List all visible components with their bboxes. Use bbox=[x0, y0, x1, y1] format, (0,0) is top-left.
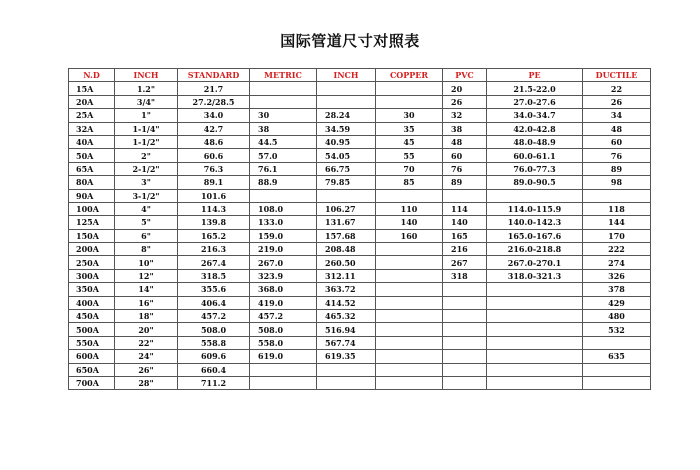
cell-metric: 457.2 bbox=[250, 310, 317, 323]
cell-standard: 216.3 bbox=[178, 243, 250, 256]
cell-inch-2 bbox=[317, 376, 376, 389]
cell-pe bbox=[487, 376, 583, 389]
cell-standard: 48.6 bbox=[178, 135, 250, 148]
cell-inch-2 bbox=[317, 189, 376, 202]
cell-inch-2 bbox=[317, 95, 376, 108]
cell-inch: 3" bbox=[115, 176, 178, 189]
cell-pe: 76.0-77.3 bbox=[487, 162, 583, 175]
cell-nd: 500A bbox=[69, 323, 115, 336]
column-header-inch-2: INCH bbox=[317, 69, 376, 82]
table-row bbox=[69, 256, 651, 269]
cell-nd: 90A bbox=[69, 189, 115, 202]
cell-inch-2: 208.48 bbox=[317, 243, 376, 256]
table-row bbox=[69, 202, 651, 215]
header-row bbox=[69, 69, 651, 82]
cell-pe bbox=[487, 296, 583, 309]
table-row bbox=[69, 376, 651, 389]
cell-ductile: 144 bbox=[583, 216, 651, 229]
column-header-standard: STANDARD bbox=[178, 69, 250, 82]
cell-inch-2: 516.94 bbox=[317, 323, 376, 336]
column-header-pe: PE bbox=[487, 69, 583, 82]
cell-pvc: 32 bbox=[443, 109, 487, 122]
cell-pvc: 20 bbox=[443, 82, 487, 95]
table-row bbox=[69, 216, 651, 229]
cell-metric: 558.0 bbox=[250, 336, 317, 349]
table-row bbox=[69, 269, 651, 282]
cell-ductile bbox=[583, 376, 651, 389]
cell-pvc: 267 bbox=[443, 256, 487, 269]
cell-copper bbox=[376, 350, 443, 363]
cell-pvc: 76 bbox=[443, 162, 487, 175]
cell-inch: 6" bbox=[115, 229, 178, 242]
cell-ductile: 274 bbox=[583, 256, 651, 269]
cell-ductile bbox=[583, 363, 651, 376]
cell-copper: 85 bbox=[376, 176, 443, 189]
cell-inch: 22" bbox=[115, 336, 178, 349]
cell-inch-2: 28.24 bbox=[317, 109, 376, 122]
cell-pe bbox=[487, 350, 583, 363]
cell-standard: 267.4 bbox=[178, 256, 250, 269]
cell-standard: 457.2 bbox=[178, 310, 250, 323]
cell-metric: 508.0 bbox=[250, 323, 317, 336]
cell-copper bbox=[376, 256, 443, 269]
cell-standard: 406.4 bbox=[178, 296, 250, 309]
cell-inch: 26" bbox=[115, 363, 178, 376]
cell-metric: 159.0 bbox=[250, 229, 317, 242]
table-row bbox=[69, 350, 651, 363]
cell-pvc: 60 bbox=[443, 149, 487, 162]
cell-pe: 34.0-34.7 bbox=[487, 109, 583, 122]
cell-nd: 250A bbox=[69, 256, 115, 269]
cell-pe bbox=[487, 323, 583, 336]
cell-standard: 165.2 bbox=[178, 229, 250, 242]
cell-ductile: 60 bbox=[583, 135, 651, 148]
cell-inch: 18" bbox=[115, 310, 178, 323]
cell-nd: 550A bbox=[69, 336, 115, 349]
cell-pe: 114.0-115.9 bbox=[487, 202, 583, 215]
cell-inch-2: 567.74 bbox=[317, 336, 376, 349]
cell-nd: 100A bbox=[69, 202, 115, 215]
table-row bbox=[69, 323, 651, 336]
cell-metric bbox=[250, 376, 317, 389]
cell-pe: 21.5-22.0 bbox=[487, 82, 583, 95]
cell-copper: 160 bbox=[376, 229, 443, 242]
cell-nd: 25A bbox=[69, 109, 115, 122]
cell-nd: 150A bbox=[69, 229, 115, 242]
cell-inch: 16" bbox=[115, 296, 178, 309]
cell-metric: 368.0 bbox=[250, 283, 317, 296]
cell-ductile: 532 bbox=[583, 323, 651, 336]
cell-ductile: 635 bbox=[583, 350, 651, 363]
cell-ductile: 118 bbox=[583, 202, 651, 215]
cell-nd: 20A bbox=[69, 95, 115, 108]
cell-standard: 711.2 bbox=[178, 376, 250, 389]
table-row bbox=[69, 95, 651, 108]
cell-nd: 32A bbox=[69, 122, 115, 135]
cell-pvc: 26 bbox=[443, 95, 487, 108]
cell-inch: 2" bbox=[115, 149, 178, 162]
cell-inch-2: 414.52 bbox=[317, 296, 376, 309]
cell-pe bbox=[487, 189, 583, 202]
cell-pe: 48.0-48.9 bbox=[487, 135, 583, 148]
cell-metric: 38 bbox=[250, 122, 317, 135]
table-row bbox=[69, 82, 651, 95]
cell-metric: 619.0 bbox=[250, 350, 317, 363]
table-row bbox=[69, 109, 651, 122]
cell-pe: 216.0-218.8 bbox=[487, 243, 583, 256]
table-row bbox=[69, 296, 651, 309]
cell-metric bbox=[250, 82, 317, 95]
cell-pvc bbox=[443, 283, 487, 296]
table-row bbox=[69, 363, 651, 376]
cell-ductile bbox=[583, 336, 651, 349]
cell-nd: 300A bbox=[69, 269, 115, 282]
cell-standard: 89.1 bbox=[178, 176, 250, 189]
table-row bbox=[69, 122, 651, 135]
cell-inch: 1-1/4" bbox=[115, 122, 178, 135]
cell-inch-2: 157.68 bbox=[317, 229, 376, 242]
cell-standard: 558.8 bbox=[178, 336, 250, 349]
cell-inch-2: 106.27 bbox=[317, 202, 376, 215]
cell-pe: 318.0-321.3 bbox=[487, 269, 583, 282]
cell-pe: 89.0-90.5 bbox=[487, 176, 583, 189]
cell-metric: 44.5 bbox=[250, 135, 317, 148]
table-row bbox=[69, 176, 651, 189]
cell-standard: 34.0 bbox=[178, 109, 250, 122]
cell-metric: 219.0 bbox=[250, 243, 317, 256]
cell-ductile: 98 bbox=[583, 176, 651, 189]
table-row bbox=[69, 135, 651, 148]
cell-standard: 101.6 bbox=[178, 189, 250, 202]
cell-inch: 10" bbox=[115, 256, 178, 269]
cell-nd: 400A bbox=[69, 296, 115, 309]
cell-inch: 1.2" bbox=[115, 82, 178, 95]
cell-copper bbox=[376, 363, 443, 376]
cell-nd: 350A bbox=[69, 283, 115, 296]
cell-nd: 650A bbox=[69, 363, 115, 376]
cell-metric: 267.0 bbox=[250, 256, 317, 269]
column-header-metric: METRIC bbox=[250, 69, 317, 82]
cell-pvc: 38 bbox=[443, 122, 487, 135]
cell-inch-2: 465.32 bbox=[317, 310, 376, 323]
cell-ductile: 480 bbox=[583, 310, 651, 323]
cell-metric: 323.9 bbox=[250, 269, 317, 282]
cell-pvc bbox=[443, 296, 487, 309]
cell-copper: 110 bbox=[376, 202, 443, 215]
cell-pvc: 165 bbox=[443, 229, 487, 242]
table-row bbox=[69, 243, 651, 256]
cell-nd: 80A bbox=[69, 176, 115, 189]
cell-inch: 1-1/2" bbox=[115, 135, 178, 148]
cell-copper bbox=[376, 243, 443, 256]
cell-copper bbox=[376, 283, 443, 296]
cell-pe bbox=[487, 336, 583, 349]
cell-copper: 55 bbox=[376, 149, 443, 162]
pipe-size-table bbox=[68, 68, 651, 390]
cell-metric bbox=[250, 189, 317, 202]
cell-pvc: 114 bbox=[443, 202, 487, 215]
page-title: 国际管道尺寸对照表 bbox=[280, 32, 420, 50]
cell-metric: 76.1 bbox=[250, 162, 317, 175]
cell-ductile: 22 bbox=[583, 82, 651, 95]
cell-copper bbox=[376, 95, 443, 108]
cell-ductile: 26 bbox=[583, 95, 651, 108]
cell-nd: 700A bbox=[69, 376, 115, 389]
cell-pe: 267.0-270.1 bbox=[487, 256, 583, 269]
cell-inch: 4" bbox=[115, 202, 178, 215]
cell-metric bbox=[250, 95, 317, 108]
cell-pvc: 140 bbox=[443, 216, 487, 229]
cell-metric: 30 bbox=[250, 109, 317, 122]
cell-standard: 60.6 bbox=[178, 149, 250, 162]
cell-inch: 12" bbox=[115, 269, 178, 282]
table-row bbox=[69, 189, 651, 202]
cell-inch-2: 66.75 bbox=[317, 162, 376, 175]
cell-inch: 3/4" bbox=[115, 95, 178, 108]
cell-metric: 57.0 bbox=[250, 149, 317, 162]
cell-inch: 5" bbox=[115, 216, 178, 229]
cell-pvc bbox=[443, 363, 487, 376]
cell-pe: 140.0-142.3 bbox=[487, 216, 583, 229]
cell-pvc: 48 bbox=[443, 135, 487, 148]
cell-inch-2: 131.67 bbox=[317, 216, 376, 229]
cell-inch-2 bbox=[317, 82, 376, 95]
cell-standard: 27.2/28.5 bbox=[178, 95, 250, 108]
cell-inch: 14" bbox=[115, 283, 178, 296]
cell-inch-2: 619.35 bbox=[317, 350, 376, 363]
cell-pvc bbox=[443, 350, 487, 363]
cell-nd: 65A bbox=[69, 162, 115, 175]
cell-metric: 133.0 bbox=[250, 216, 317, 229]
cell-inch: 8" bbox=[115, 243, 178, 256]
cell-ductile: 76 bbox=[583, 149, 651, 162]
cell-standard: 139.8 bbox=[178, 216, 250, 229]
cell-inch-2: 363.72 bbox=[317, 283, 376, 296]
cell-pvc bbox=[443, 376, 487, 389]
cell-inch-2: 34.59 bbox=[317, 122, 376, 135]
column-header-ductile: DUCTILE bbox=[583, 69, 651, 82]
column-header-pvc: PVC bbox=[443, 69, 487, 82]
cell-inch-2: 40.95 bbox=[317, 135, 376, 148]
cell-nd: 600A bbox=[69, 350, 115, 363]
cell-ductile: 34 bbox=[583, 109, 651, 122]
cell-standard: 21.7 bbox=[178, 82, 250, 95]
table-body bbox=[69, 82, 651, 390]
cell-inch-2 bbox=[317, 363, 376, 376]
cell-pvc bbox=[443, 323, 487, 336]
cell-standard: 355.6 bbox=[178, 283, 250, 296]
cell-inch: 2-1/2" bbox=[115, 162, 178, 175]
cell-copper: 45 bbox=[376, 135, 443, 148]
cell-nd: 50A bbox=[69, 149, 115, 162]
column-header-nd: N.D bbox=[69, 69, 115, 82]
cell-inch: 28" bbox=[115, 376, 178, 389]
table-row bbox=[69, 229, 651, 242]
cell-inch-2: 260.50 bbox=[317, 256, 376, 269]
cell-pvc: 318 bbox=[443, 269, 487, 282]
cell-standard: 660.4 bbox=[178, 363, 250, 376]
cell-copper bbox=[376, 82, 443, 95]
cell-copper: 35 bbox=[376, 122, 443, 135]
cell-copper bbox=[376, 336, 443, 349]
table-row bbox=[69, 283, 651, 296]
cell-ductile: 378 bbox=[583, 283, 651, 296]
cell-metric: 88.9 bbox=[250, 176, 317, 189]
cell-nd: 15A bbox=[69, 82, 115, 95]
cell-ductile bbox=[583, 189, 651, 202]
cell-ductile: 326 bbox=[583, 269, 651, 282]
cell-ductile: 89 bbox=[583, 162, 651, 175]
column-header-copper: COPPER bbox=[376, 69, 443, 82]
cell-copper: 70 bbox=[376, 162, 443, 175]
cell-copper bbox=[376, 310, 443, 323]
cell-ductile: 48 bbox=[583, 122, 651, 135]
cell-standard: 42.7 bbox=[178, 122, 250, 135]
cell-pe: 27.0-27.6 bbox=[487, 95, 583, 108]
cell-copper: 30 bbox=[376, 109, 443, 122]
cell-nd: 125A bbox=[69, 216, 115, 229]
cell-pvc bbox=[443, 189, 487, 202]
cell-metric: 108.0 bbox=[250, 202, 317, 215]
cell-inch: 3-1/2" bbox=[115, 189, 178, 202]
cell-inch: 24" bbox=[115, 350, 178, 363]
table-row bbox=[69, 149, 651, 162]
cell-pe bbox=[487, 310, 583, 323]
table-row bbox=[69, 310, 651, 323]
cell-standard: 76.3 bbox=[178, 162, 250, 175]
cell-pe bbox=[487, 363, 583, 376]
cell-standard: 609.6 bbox=[178, 350, 250, 363]
cell-inch-2: 79.85 bbox=[317, 176, 376, 189]
cell-inch: 20" bbox=[115, 323, 178, 336]
cell-pe: 60.0-61.1 bbox=[487, 149, 583, 162]
cell-metric: 419.0 bbox=[250, 296, 317, 309]
cell-nd: 450A bbox=[69, 310, 115, 323]
cell-inch-2: 312.11 bbox=[317, 269, 376, 282]
cell-pe bbox=[487, 283, 583, 296]
cell-inch-2: 54.05 bbox=[317, 149, 376, 162]
cell-standard: 508.0 bbox=[178, 323, 250, 336]
cell-ductile: 429 bbox=[583, 296, 651, 309]
cell-pvc bbox=[443, 310, 487, 323]
cell-standard: 318.5 bbox=[178, 269, 250, 282]
cell-nd: 200A bbox=[69, 243, 115, 256]
cell-nd: 40A bbox=[69, 135, 115, 148]
table-row bbox=[69, 336, 651, 349]
cell-ductile: 222 bbox=[583, 243, 651, 256]
cell-copper bbox=[376, 269, 443, 282]
cell-pvc: 89 bbox=[443, 176, 487, 189]
cell-ductile: 170 bbox=[583, 229, 651, 242]
cell-standard: 114.3 bbox=[178, 202, 250, 215]
table-row bbox=[69, 162, 651, 175]
cell-metric bbox=[250, 363, 317, 376]
cell-copper bbox=[376, 323, 443, 336]
cell-inch: 1" bbox=[115, 109, 178, 122]
cell-pvc bbox=[443, 336, 487, 349]
cell-copper: 140 bbox=[376, 216, 443, 229]
cell-copper bbox=[376, 189, 443, 202]
column-header-inch: INCH bbox=[115, 69, 178, 82]
cell-pvc: 216 bbox=[443, 243, 487, 256]
cell-copper bbox=[376, 376, 443, 389]
cell-pe: 165.0-167.6 bbox=[487, 229, 583, 242]
cell-pe: 42.0-42.8 bbox=[487, 122, 583, 135]
cell-copper bbox=[376, 296, 443, 309]
